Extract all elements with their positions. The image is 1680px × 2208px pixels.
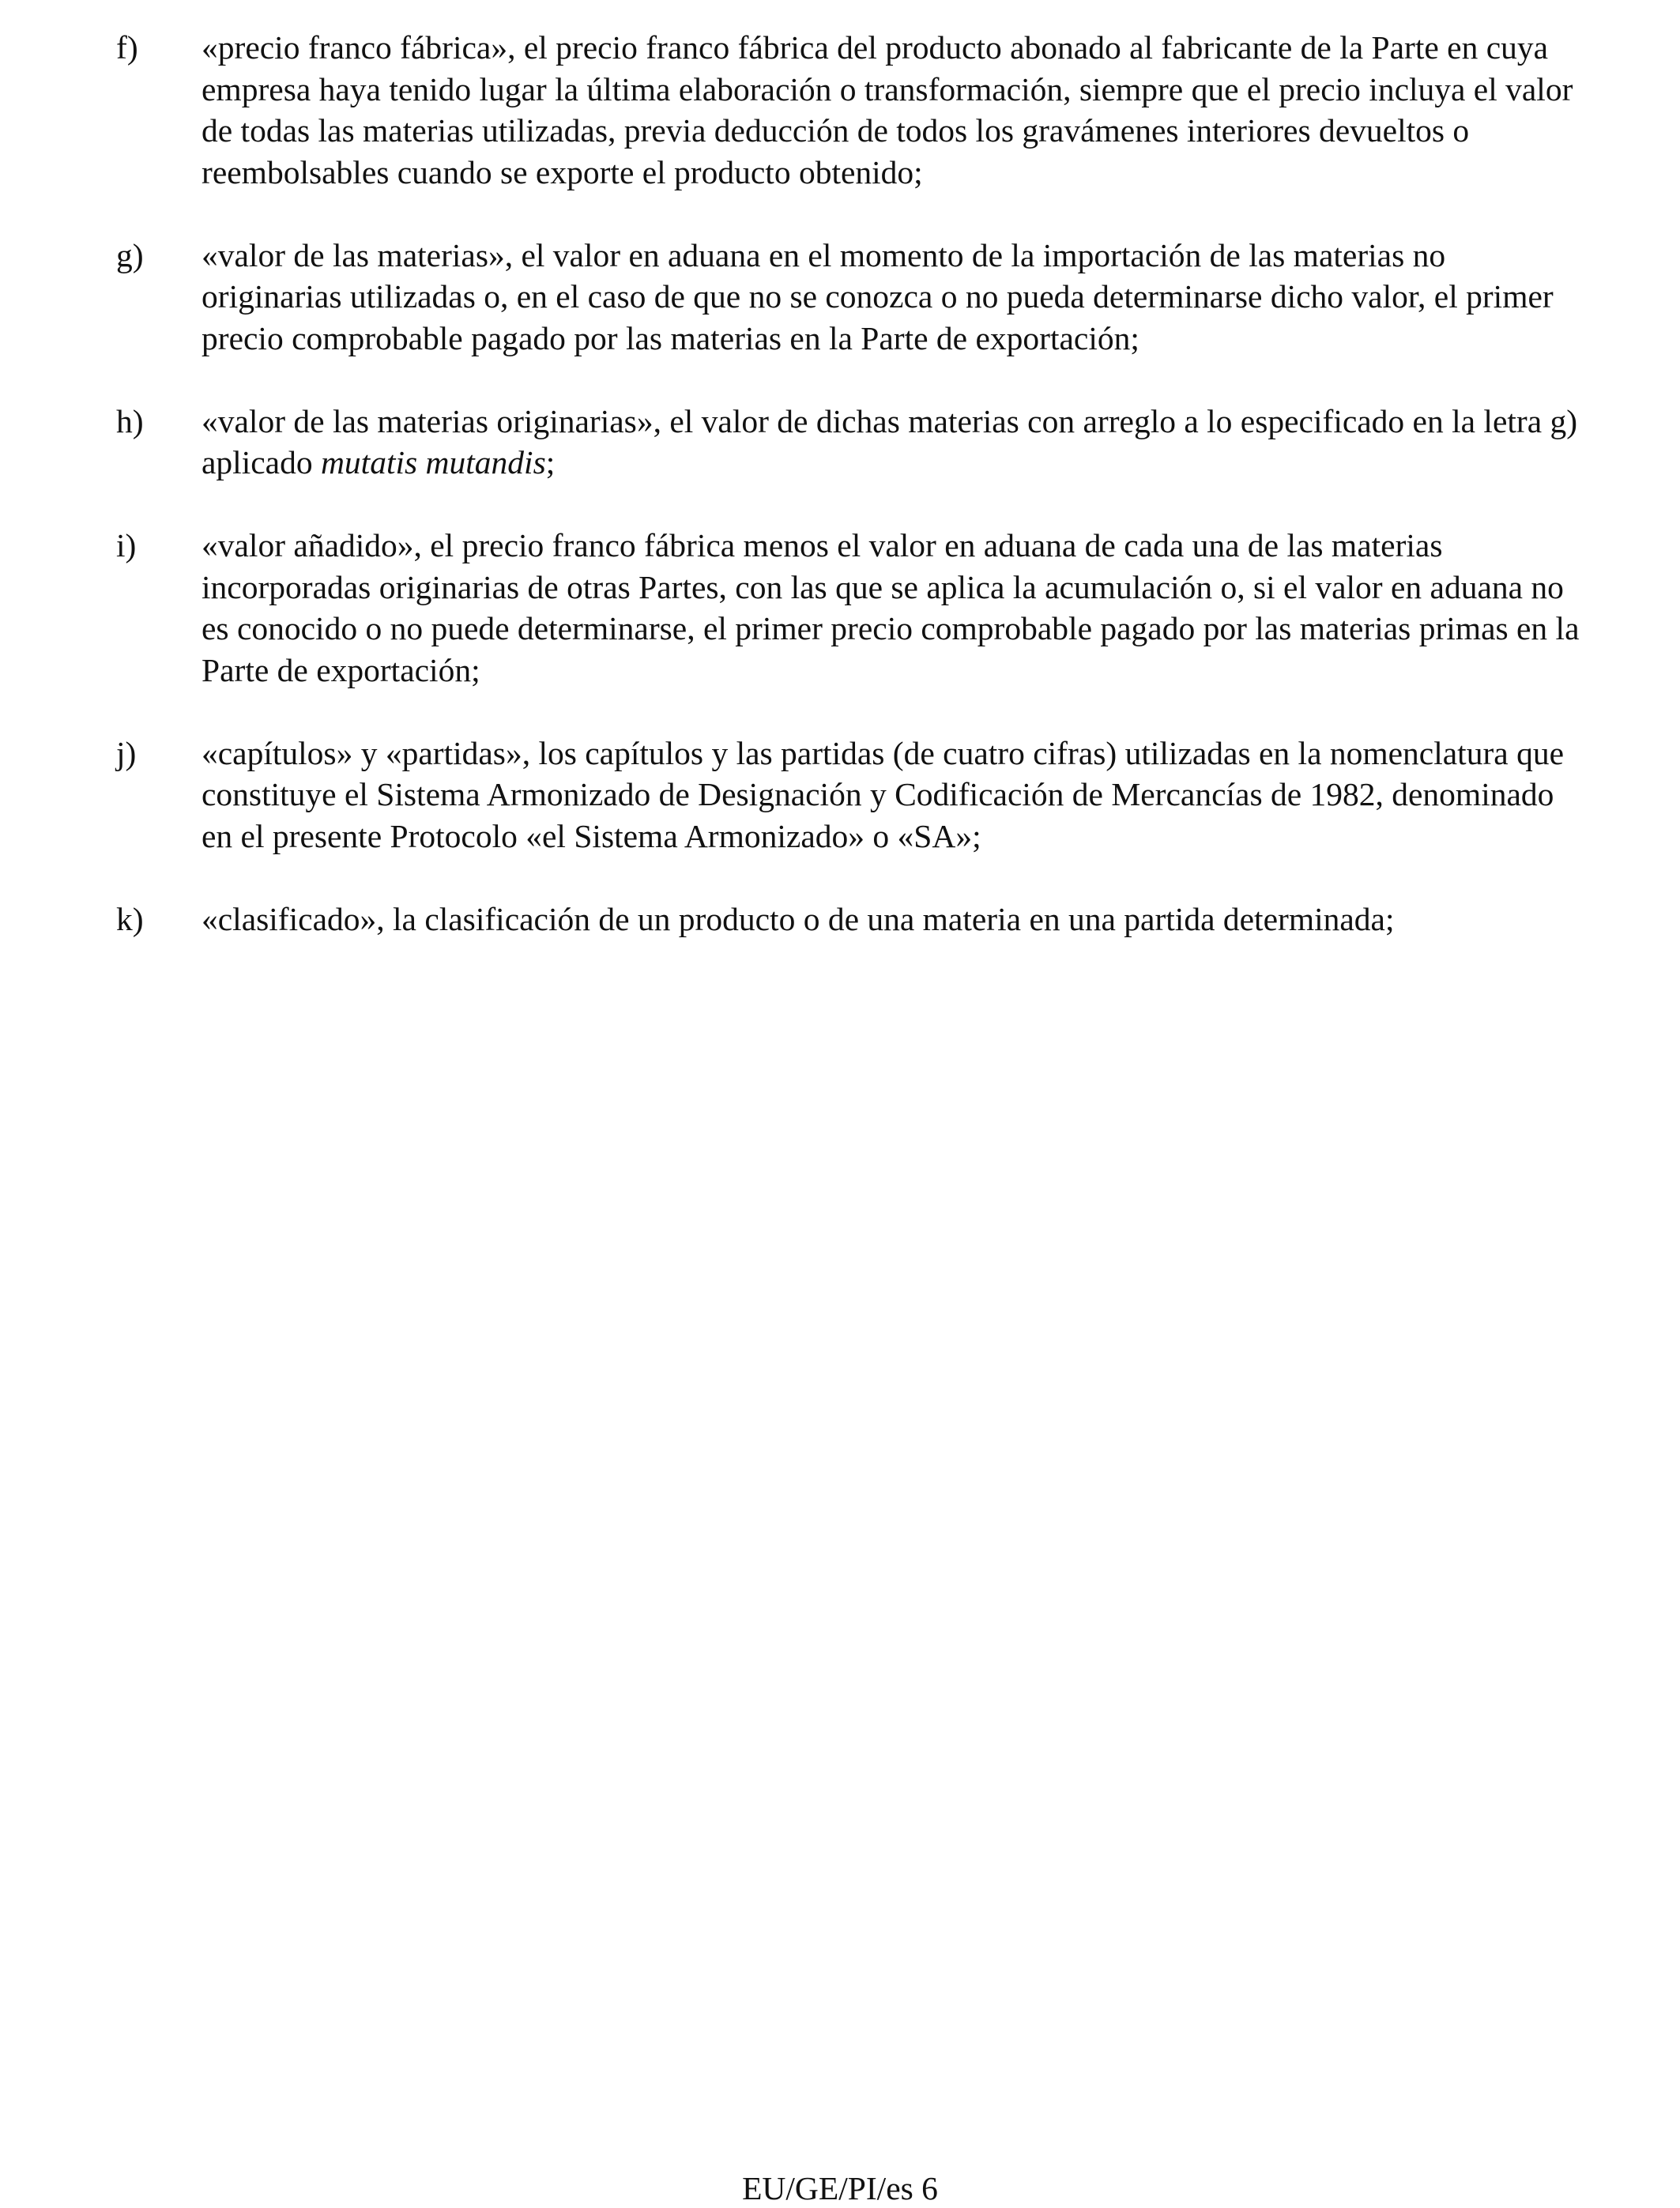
- definition-text: «precio franco fábrica», el precio franco fábrica del producto abonado al fabricante de la Parte en cuya empresa haya tenido lugar la última elaboración o transformación, siempre que el precio incluya el valor de todas las materias utilizadas, previa deducción de todos los gravámenes interiores devueltos o reembolsables cuando se exporte el producto obtenido;: [202, 29, 1573, 190]
- definition-text: «valor añadido», el precio franco fábrica menos el valor en aduana de cada una de las materias incorporadas originarias de otras Partes, con las que se aplica la acumulación o, si el valor en aduana no es conocido o no puede determinarse, el primer precio comprobable pagado por las materias primas en la Parte de exportación;: [202, 527, 1580, 688]
- definition-label: i): [116, 527, 137, 563]
- definition-item-h: [116, 401, 1586, 484]
- definition-text: «valor de las materias», el valor en aduana en el momento de la importación de las materias no originarias utilizadas o, en el caso de que no se conozca o no pueda determinarse dicho valor, el primer precio comprobable pagado por las materias en la Parte de exportación;: [202, 236, 1554, 356]
- definition-text: «capítulos» y «partidas», los capítulos y las partidas (de cuatro cifras) utilizadas en la nomenclatura que constituye el Sistema Armonizado de Designación y Codificación de Mercancías de 1982, denominado en el presente Protocolo «el Sistema Armonizado» o «SA»;: [202, 734, 1564, 854]
- definition-label: h): [116, 402, 144, 439]
- definition-item-g: [116, 235, 1586, 360]
- definition-text-end: ;: [545, 444, 556, 480]
- definition-item-k: [116, 899, 1586, 940]
- definition-label: k): [116, 900, 144, 937]
- definition-item-i: [116, 525, 1586, 691]
- definition-label: j): [116, 734, 137, 771]
- page-footer: [0, 2168, 1680, 2208]
- definition-label: f): [116, 29, 138, 66]
- definition-text: [202, 401, 1586, 484]
- definition-text-main: «valor de las materias originarias», el valor de dichas materias con arreglo a lo especificado en la letra g) aplicado: [202, 402, 1578, 480]
- definition-text-italic: mutatis mutandis: [320, 444, 546, 480]
- definition-text: «clasificado», la clasificación de un producto o de una materia en una partida determinada;: [202, 900, 1395, 937]
- definition-item-j: [116, 733, 1586, 857]
- definition-item-f: [116, 27, 1586, 193]
- page-reference: EU/GE/PI/es 6: [742, 2170, 938, 2206]
- definitions-list: [116, 27, 1586, 982]
- definition-label: g): [116, 236, 144, 273]
